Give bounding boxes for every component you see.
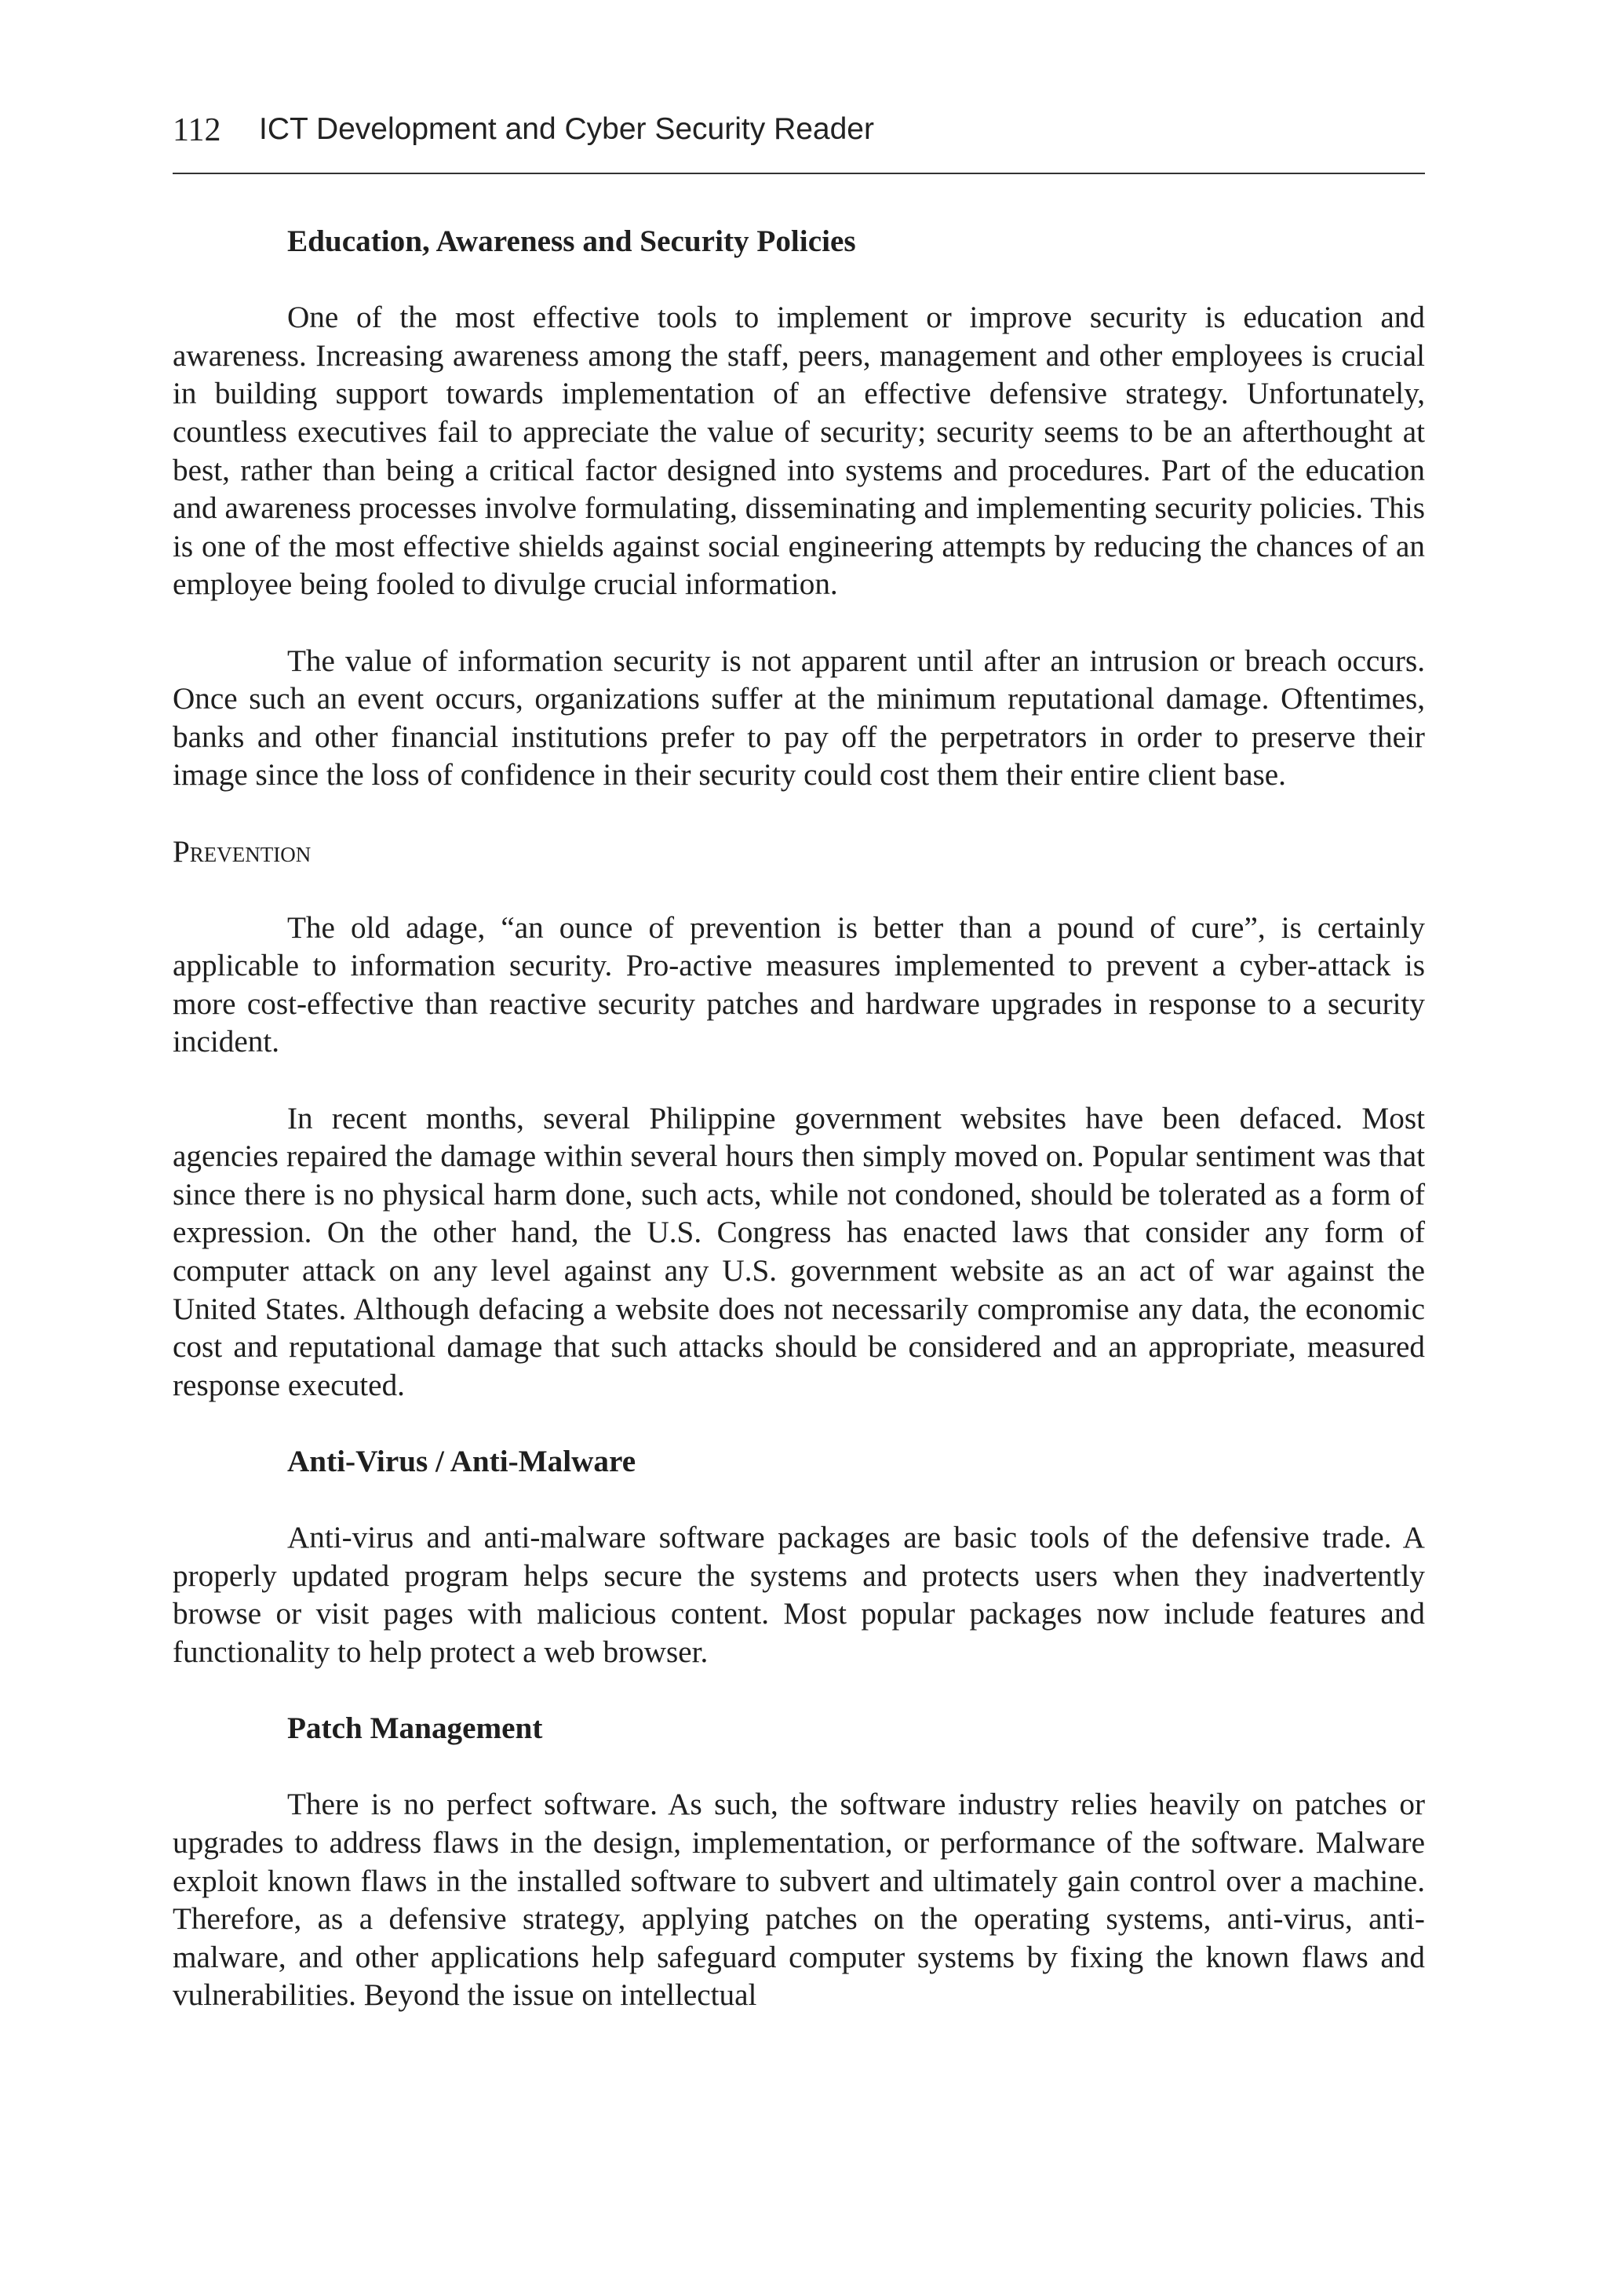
section-heading-prevention: Prevention — [173, 834, 312, 869]
paragraph: In recent months, several Philippine government websites have been defaced. Most agencies repaired the damage within several hours then simply moved on. Popular sentiment was that since there is no physical harm done, such acts, while not condoned, should be tolerated as a form of expression. On the other hand, the U.S. Congress has enacted laws that consider any form of computer attack on any level against any U.S. government website as an act of war against the United States. Although defacing a website does not necessarily compromise any data, the economic cost and reputational damage that such attacks should be considered and an appropriate, measured response executed. — [173, 1101, 1425, 1402]
section-heading-patch-management: Patch Management — [287, 1711, 543, 1746]
paragraph: Anti-virus and anti-malware software packages are basic tools of the defensive trade. A properly updated program helps secure the systems and protects users when they inadvertently browse or visit pages with malicious content. Most popular packages now include features and functionality to help protect a web browser. — [173, 1521, 1425, 1669]
paragraph: There is no perfect software. As such, the software industry relies heavily on patches or upgrades to address flaws in the design, implementation, or performance of the software. Malware exploit known flaws in the installed software to subvert and ultimately gain control over a machine. Therefore, as a defensive strategy, applying patches on the operating systems, anti-virus, anti-malware, and other applications help safeguard computer systems by fixing the known flaws and vulnerabilities. Beyond the issue on intellectual — [173, 1788, 1425, 2013]
header-rule — [173, 173, 1425, 174]
page-body — [173, 223, 1425, 2015]
section-heading-antivirus: Anti-Virus / Anti-Malware — [287, 1445, 636, 1478]
running-title: ICT Development and Cyber Security Reader — [259, 112, 874, 146]
section-heading-education: Education, Awareness and Security Policies — [287, 224, 856, 258]
paragraph: The old adage, “an ounce of prevention is better than a pound of cure”, is certainly applicable to information security. Pro-active measures implemented to prevent a cyber-attack is more cost-effective than reactive security patches and hardware upgrades in response to a security incident. — [173, 910, 1425, 1059]
page-header — [173, 111, 1422, 174]
paragraph: One of the most effective tools to implement or improve security is education and awareness. Increasing awareness among the staff, peers, management and other employees is crucial in building support towards implementation of an effective defensive strategy. Unfortunately, countless executives fail to appreciate the value of security; security seems to be an afterthought at best, rather than being a critical factor designed into systems and procedures. Part of the education and awareness processes involve formulating, disseminating and implementing security policies. This is one of the most effective shields against social engineering attempts by reducing the chances of an employee being fooled to divulge crucial information. — [173, 301, 1425, 602]
page-number: 112 — [173, 112, 221, 148]
paragraph: The value of information security is not apparent until after an intrusion or breach occurs. Once such an event occurs, organizations suffer at the minimum reputational damage. Oftentimes, banks and other financial institutions prefer to pay off the perpetrators in order to preserve their image since the loss of confidence in their security could cost them their entire client base. — [173, 643, 1425, 793]
